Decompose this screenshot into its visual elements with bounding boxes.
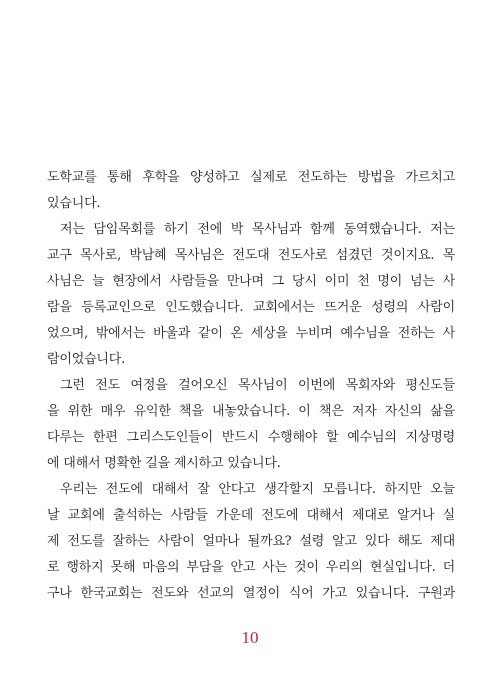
text-line: 사님은 늘 현장에서 사람들을 만나며 그 당시 이미 천 명이 넘는 사: [47, 274, 455, 289]
text-line: 교구 목사로, 박남혜 목사님은 전도대 전도사로 섬겼던 것이지요. 목: [47, 248, 455, 263]
text-line: 도학교를 통해 후학을 양성하고 실제로 전도하는 방법을 가르치고: [47, 170, 455, 185]
text-line: 람이었습니다.: [47, 352, 126, 367]
text-line: 저는 담임목회를 하기 전에 박 목사님과 함께 동역했습니다. 저는: [60, 222, 455, 237]
text-line: 다루는 한편 그리스도인들이 반드시 수행해야 할 예수님의 지상명령: [47, 430, 455, 445]
text-line: 구나 한국교회는 전도와 선교의 열정이 식어 가고 있습니다. 구원과: [47, 586, 455, 601]
text-line: 었으며, 밖에서는 바울과 같이 온 세상을 누비며 예수님을 전하는 사: [47, 326, 455, 341]
text-line: 을 위한 매우 유익한 책을 내놓았습니다. 이 책은 저자 자신의 삶을: [47, 404, 455, 419]
text-line: 에 대해서 명확한 길을 제시하고 있습니다.: [47, 456, 281, 471]
text-line: 로 행하지 못해 마음의 부담을 안고 사는 것이 우리의 현실입니다. 더: [47, 560, 455, 575]
body-text: [47, 165, 455, 607]
page-number: 10: [241, 628, 259, 647]
text-line: 우리는 전도에 대해서 잘 안다고 생각할지 모릅니다. 하지만 오늘: [60, 482, 455, 497]
text-line: 람을 등록교인으로 인도했습니다. 교회에서는 뜨거운 성령의 사람이: [47, 300, 455, 315]
text-line: 날 교회에 출석하는 사람들 가운데 전도에 대해서 제대로 알거나 실: [47, 508, 455, 523]
text-line: 있습니다.: [47, 196, 101, 211]
text-line: 그런 전도 여정을 걸어오신 목사님이 이번에 목회자와 평신도들: [60, 378, 455, 393]
text-line: 제 전도를 잘하는 사람이 얼마나 될까요? 설령 알고 있다 해도 제대: [47, 534, 455, 549]
